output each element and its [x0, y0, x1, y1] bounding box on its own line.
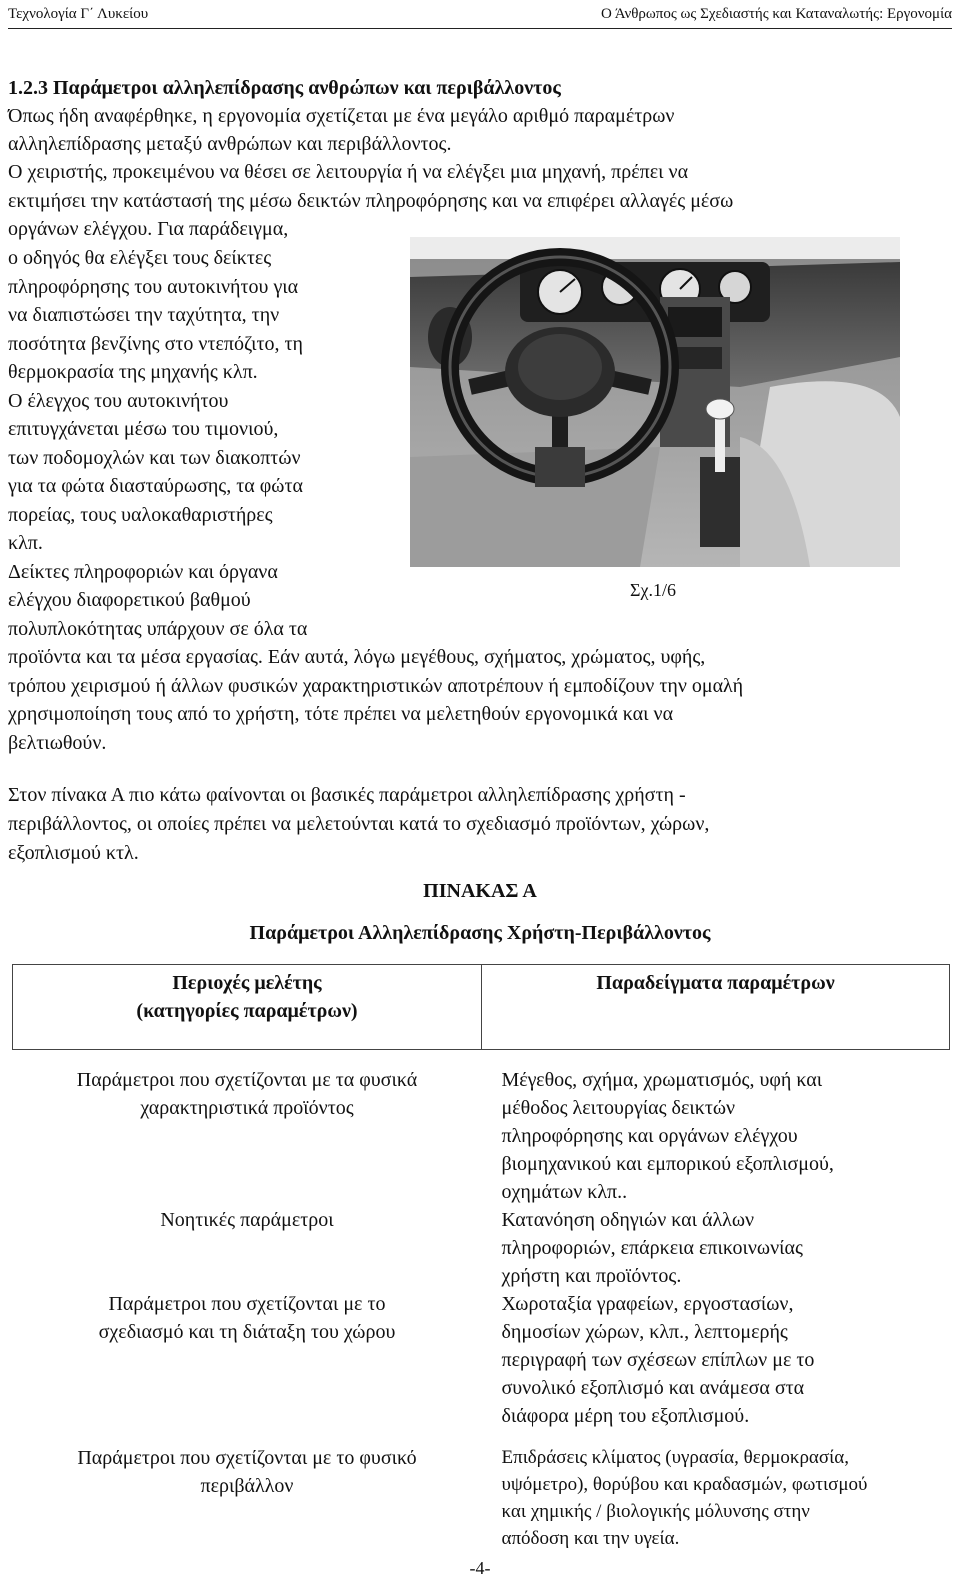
body-line: για τα φώτα διασταύρωσης, τα φώτα: [8, 475, 303, 497]
examples-cell: [482, 1206, 950, 1290]
cell-line: και χημικής / βιολογικής μόλυνσης στην: [501, 1501, 810, 1522]
column-header-line: (κατηγορίες παραμέτρων): [136, 1000, 358, 1022]
body-line: κλπ.: [8, 532, 43, 554]
cell-line: Παράμετροι που σχετίζονται με το φυσικό: [77, 1447, 417, 1469]
body-line: εκτιμήσει την κατάστασή της μέσω δεικτών πληροφόρησης και να επιφέρει αλλαγές μέσω: [8, 190, 734, 212]
examples-cell: [482, 1290, 950, 1430]
table-row: [13, 1206, 950, 1290]
body-line: χρησιμοποίηση τους από το χρήστη, τότε πρέπει να μελετηθούν εργονομικά και να: [8, 703, 674, 725]
section-title: 1.2.3 Παράμετροι αλληλεπίδρασης ανθρώπων και περιβάλλοντος: [8, 77, 561, 99]
category-cell: [13, 1050, 482, 1207]
cell-line: Μέγεθος, σχήμα, χρωματισμός, υφή και: [501, 1069, 823, 1091]
table-row: [13, 1430, 950, 1552]
cell-line: οχημάτων κλπ..: [501, 1181, 628, 1203]
body-line: Όπως ήδη αναφέρθηκε, η εργονομία σχετίζεται με ένα μεγάλο αριθμό παραμέτρων: [8, 105, 675, 127]
table-title: ΠΙΝΑΚΑΣ Α: [423, 880, 537, 902]
cell-line: χαρακτηριστικά προϊόντος: [140, 1097, 354, 1119]
body-line: επιτυγχάνεται μέσω του τιμονιού,: [8, 418, 279, 440]
body-line: να διαπιστώσει την ταχύτητα, την: [8, 304, 280, 326]
cell-line: Κατανόηση οδηγιών και άλλων: [501, 1209, 755, 1231]
cell-line: δημοσίων χώρων, κλπ., λεπτομερής: [501, 1321, 788, 1343]
cell-line: σχεδιασμό και τη διάταξη του χώρου: [98, 1321, 396, 1343]
body-line: Ο χειριστής, προκειμένου να θέσει σε λειτουργία ή να ελέγξει μια μηχανή, πρέπει να: [8, 161, 689, 183]
parameters-table: [12, 964, 950, 1552]
figure-caption: Σχ.1/6: [630, 580, 676, 600]
cell-line: πληροφοριών, επάρκεια επικοινωνίας: [501, 1237, 803, 1259]
cell-line: μέθοδος λειτουργίας δεικτών: [501, 1097, 736, 1119]
category-cell: [13, 1290, 482, 1430]
cell-line: πληροφόρησης και οργάνων ελέγχου: [501, 1125, 798, 1147]
body-line: ελέγχου διαφορετικού βαθμού: [8, 589, 251, 611]
table-row: [13, 1290, 950, 1430]
intro-line: περιβάλλοντος, οι οποίες πρέπει να μελετούνται κατά το σχεδιασμό προϊόντων, χώρων,: [8, 813, 710, 835]
cell-line: περιβάλλον: [200, 1475, 294, 1497]
cell-line: απόδοση και την υγεία.: [501, 1528, 680, 1549]
header-divider: [8, 28, 952, 29]
body-line: οργάνων ελέγχου. Για παράδειγμα,: [8, 218, 289, 240]
cell-line: Χωροταξία γραφείων, εργοστασίων,: [501, 1293, 794, 1315]
cell-line: Νοητικές παράμετροι: [160, 1209, 334, 1231]
body-line: Δείκτες πληροφοριών και όργανα: [8, 561, 278, 583]
cell-line: Παράμετροι που σχετίζονται με το: [108, 1293, 386, 1315]
body-line: τρόπου χειρισμού ή άλλων φυσικών χαρακτηριστικών αποτρέπουν ή εμποδίζουν την ομαλή: [8, 675, 744, 697]
body-line: πολυπλοκότητας υπάρχουν σε όλα τα: [8, 618, 308, 640]
body-line: θερμοκρασία της μηχανής κλπ.: [8, 361, 258, 383]
column-header-line: Περιοχές μελέτης: [172, 972, 322, 994]
page-number: -4-: [469, 1558, 491, 1578]
running-header-left: Τεχνολογία Γ΄ Λυκείου: [8, 6, 149, 22]
column-header-areas: [13, 965, 482, 1050]
category-cell: [13, 1430, 482, 1552]
cell-line: διάφορα μέρη του εξοπλισμού.: [501, 1405, 750, 1427]
cell-line: Επιδράσεις κλίματος (υγρασία, θερμοκρασία,: [501, 1447, 849, 1468]
intro-line: εξοπλισμού κτλ.: [8, 842, 139, 864]
body-line: αλληλεπίδρασης μεταξύ ανθρώπων και περιβάλλοντος.: [8, 133, 452, 155]
category-cell: [13, 1206, 482, 1290]
cell-line: χρήστη και προϊόντος.: [501, 1265, 682, 1287]
column-header-examples: Παραδείγματα παραμέτρων: [482, 965, 950, 1050]
examples-cell: [482, 1430, 950, 1552]
cell-line: Παράμετροι που σχετίζονται με τα φυσικά: [76, 1069, 418, 1091]
body-line: προϊόντα και τα μέσα εργασίας. Εάν αυτά, λόγω μεγέθους, σχήματος, χρώματος, υφής,: [8, 646, 706, 668]
body-line: βελτιωθούν.: [8, 732, 107, 754]
cell-line: περιγραφή των σχέσεων επίπλων με το: [501, 1349, 815, 1371]
cell-line: συνολικό εξοπλισμό και ανάμεσα στα: [501, 1377, 805, 1399]
intro-line: Στον πίνακα Α πιο κάτω φαίνονται οι βασικές παράμετροι αλληλεπίδρασης χρήστη -: [8, 784, 686, 806]
running-header-right: Ο Άνθρωπος ως Σχεδιαστής και Καταναλωτής: Εργονομία: [600, 6, 952, 22]
body-line: ποσότητα βενζίνης στο ντεπόζιτο, τη: [8, 333, 303, 355]
cell-line: υψόμετρο), θορύβου και κραδασμών, φωτισμού: [501, 1474, 868, 1495]
body-line: πορείας, τους υαλοκαθαριστήρες: [8, 504, 273, 526]
body-line: πληροφόρησης του αυτοκινήτου για: [8, 276, 299, 298]
body-line: Ο έλεγχος του αυτοκινήτου: [8, 390, 229, 412]
cell-line: βιομηχανικού και εμπορικού εξοπλισμού,: [501, 1153, 834, 1175]
table-row: [13, 1050, 950, 1207]
car-dashboard-photo: [410, 237, 900, 567]
examples-cell: [482, 1050, 950, 1207]
body-line: ο οδηγός θα ελέγξει τους δείκτες: [8, 247, 272, 269]
body-line: των ποδομοχλών και των διακοπτών: [8, 447, 301, 469]
table-subtitle: Παράμετροι Αλληλεπίδρασης Χρήστη-Περιβάλλοντος: [249, 922, 711, 944]
